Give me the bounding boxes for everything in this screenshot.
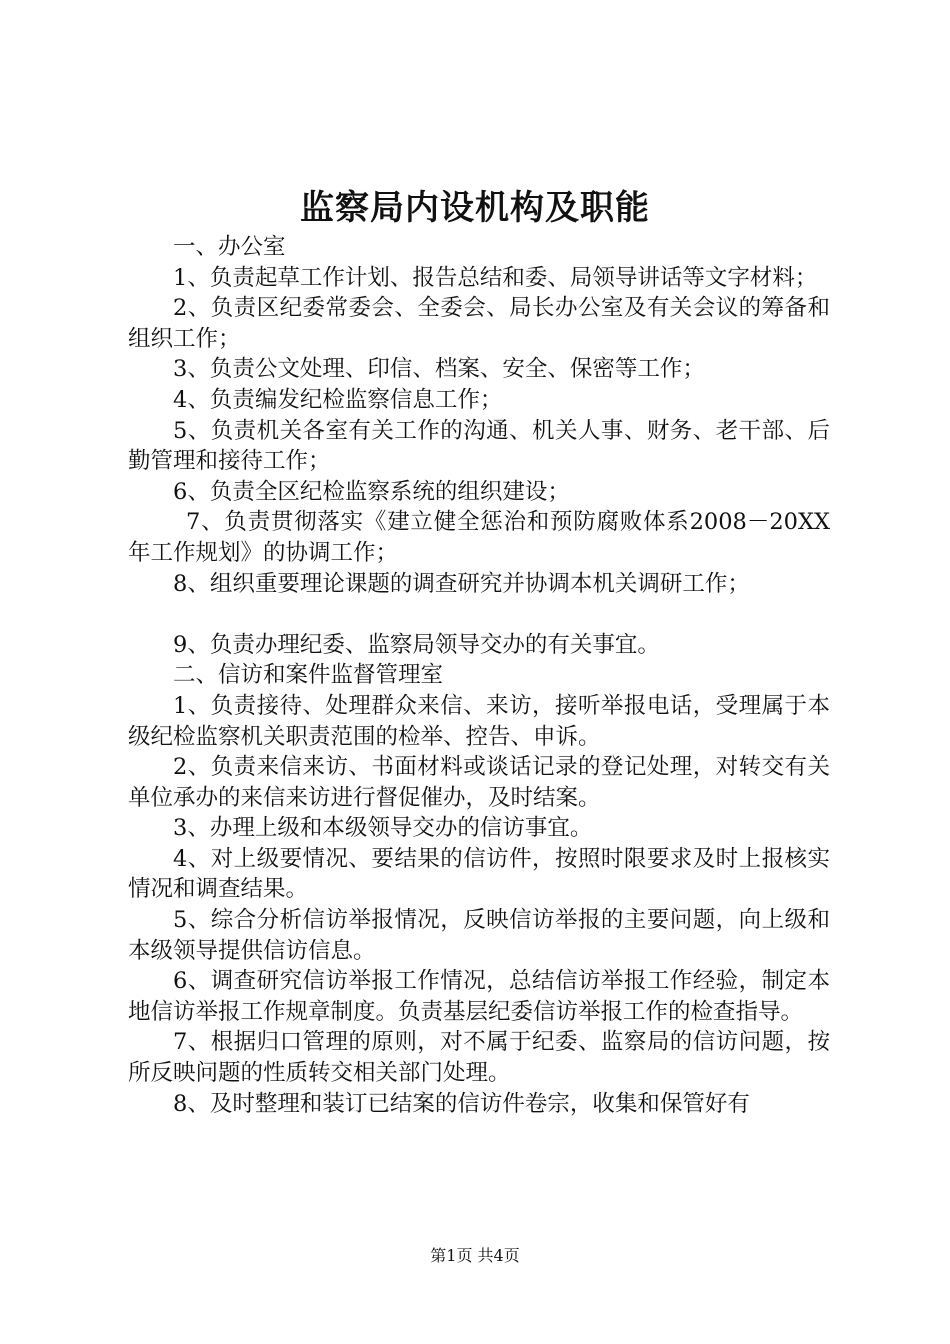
paragraph: 2、负责区纪委常委会、全委会、局长办公室及有关会议的筹备和组织工作； bbox=[128, 295, 830, 352]
paragraph: 6、负责全区纪检监察系统的组织建设； bbox=[173, 478, 570, 505]
paragraph: 7、负责贯彻落实《建立健全惩治和预防腐败体系2008－20XX年工作规划》的协调工作； bbox=[128, 509, 830, 566]
paragraph: 2、负责来信来访、书面材料或谈话记录的登记处理，对转交有关单位承办的来信来访进行督促催办，及时结案。 bbox=[128, 754, 830, 811]
page-footer: 第1页 共4页 bbox=[430, 1246, 520, 1265]
paragraph: 6、调查研究信访举报工作情况，总结信访举报工作经验，制定本地信访举报工作规章制度。负责基层纪委信访举报工作的检查指导。 bbox=[128, 968, 830, 1025]
paragraph: 5、综合分析信访举报情况，反映信访举报的主要问题，向上级和本级领导提供信访信息。 bbox=[128, 907, 830, 964]
blank-line bbox=[128, 599, 830, 630]
paragraph: 1、负责起草工作计划、报告总结和委、局领导讲话等文字材料； bbox=[173, 264, 818, 291]
paragraph: 4、对上级要情况、要结果的信访件，按照时限要求及时上报核实情况和调查结果。 bbox=[128, 845, 830, 903]
paragraph: 3、办理上级和本级领导交办的信访事宜。 bbox=[173, 815, 593, 842]
document-title: 监察局内设机构及职能 bbox=[300, 188, 650, 228]
paragraph: 3、负责公文处理、印信、档案、安全、保密等工作； bbox=[173, 356, 705, 383]
paragraph: 5、负责机关各室有关工作的沟通、机关人事、财务、老干部、后勤管理和接待工作； bbox=[128, 417, 830, 475]
paragraph: 7、根据归口管理的原则，对不属于纪委、监察局的信访问题，按所反映问题的性质转交相关部门处理。 bbox=[128, 1029, 830, 1087]
paragraph: 8、组织重要理论课题的调查研究并协调本机关调研工作； bbox=[173, 570, 750, 597]
section-heading-petitions: 二、信访和案件监督管理室 bbox=[173, 662, 444, 689]
section-heading-office: 一、办公室 bbox=[173, 234, 286, 260]
paragraph: 8、及时整理和装订已结案的信访件卷宗，收集和保管好有 bbox=[173, 1090, 750, 1117]
paragraph: 9、负责办理纪委、监察局领导交办的有关事宜。 bbox=[173, 631, 660, 658]
paragraph: 4、负责编发纪检监察信息工作； bbox=[173, 386, 503, 413]
document-body bbox=[128, 232, 830, 1119]
paragraph: 1、负责接待、处理群众来信、来访，接听举报电话，受理属于本级纪检监察机关职责范围的检举、控告、申诉。 bbox=[128, 692, 830, 750]
